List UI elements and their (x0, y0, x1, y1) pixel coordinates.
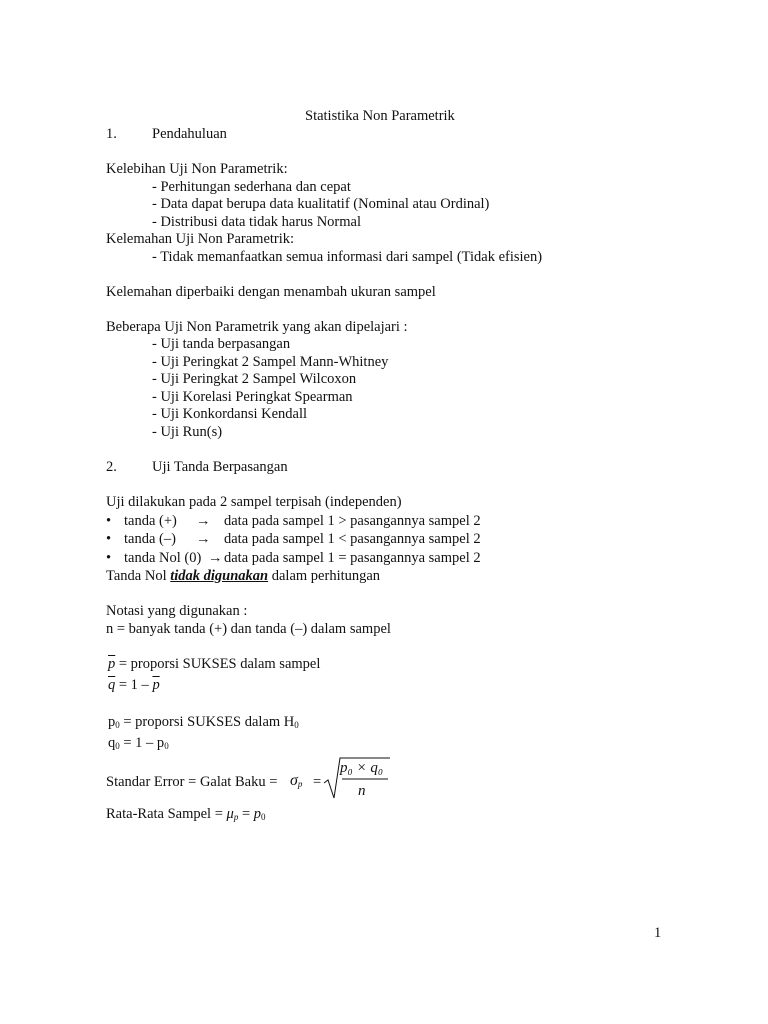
mean-label (106, 806, 266, 824)
section-heading: Pendahuluan (152, 126, 227, 142)
arrow-icon: → (196, 531, 211, 547)
section-number: 2. (106, 459, 117, 475)
mu-symbol: μ (226, 806, 234, 822)
q0-rhs-subscript: 0 (164, 741, 169, 751)
uji-list-heading: Beberapa Uji Non Parametrik yang akan dipelajari : (106, 319, 408, 335)
mu-subscript: p (233, 812, 239, 822)
fraction-numerator: p₀ × q₀ (340, 760, 384, 776)
fraction-denominator: n (358, 783, 366, 799)
p-bar-symbol: $\overline{p}$ (152, 677, 160, 693)
perbaikan-text: Kelemahan diperbaiki dengan menambah ukuran sampel (106, 284, 436, 300)
list-item: - Perhitungan sederhana dan cepat (152, 179, 351, 195)
list-item: - Uji Peringkat 2 Sampel Wilcoxon (152, 371, 357, 387)
notasi-heading: Notasi yang digunakan : (106, 603, 248, 619)
p0-subscript: 0 (115, 720, 120, 730)
sigma-symbol (290, 772, 302, 790)
list-item: - Uji Korelasi Peringkat Spearman (152, 389, 353, 405)
bullet-text: data pada sampel 1 > pasangannya sampel 2 (224, 513, 481, 529)
tanda-nol-line (106, 568, 380, 586)
q-bar-definition (108, 677, 160, 695)
p0-symbol: p (108, 714, 116, 730)
q-bar-symbol: $\overline{q}$ (108, 677, 116, 693)
arrow-icon: → (196, 513, 211, 529)
page-number: 1 (654, 925, 662, 941)
bullet-text: data pada sampel 1 < pasangannya sampel 2 (224, 531, 481, 547)
standard-error-label: Standar Error = Galat Baku = (106, 774, 278, 790)
q0-subscript: 0 (115, 741, 120, 751)
bullet-label: tanda Nol (0) (124, 550, 202, 566)
h0-subscript: 0 (294, 720, 299, 730)
q-bar-text: = 1 – (115, 677, 153, 693)
list-item: - Uji tanda berpasangan (152, 336, 291, 352)
bullet-icon: • (106, 513, 112, 529)
tanda-nol-suffix: dalam perhitungan (268, 568, 381, 584)
p-bar-definition (108, 656, 320, 674)
list-item: - Uji Run(s) (152, 424, 223, 440)
sigma-subscript: p (297, 779, 303, 789)
equals-sign: = (313, 774, 322, 790)
bullet-text: data pada sampel 1 = pasangannya sampel 2 (224, 550, 481, 566)
p-bar-text: = proporsi SUKSES dalam sampel (115, 656, 321, 672)
q0-text: = 1 – p (119, 735, 165, 751)
page-title: Statistika Non Parametrik (305, 108, 455, 124)
uji-intro: Uji dilakukan pada 2 sampel terpisah (independen) (106, 494, 402, 510)
list-item: - Tidak memanfaatkan semua informasi dari sampel (Tidak efisien) (152, 249, 543, 265)
bullet-icon: • (106, 531, 112, 547)
sigma-glyph: σ (290, 772, 298, 789)
section-number: 1. (106, 126, 117, 142)
bullet-icon: • (106, 550, 112, 566)
mean-label-text: Rata-Rata Sampel = (106, 806, 227, 822)
list-item: - Uji Peringkat 2 Sampel Mann-Whitney (152, 354, 389, 370)
p0-definition (108, 714, 299, 732)
list-item: - Uji Konkordansi Kendall (152, 406, 308, 422)
bullet-label: tanda (–) (124, 531, 176, 547)
q0-symbol: q (108, 735, 116, 751)
mean-equals: = (238, 806, 254, 822)
mean-p-symbol: p (253, 806, 261, 822)
p-bar-symbol: $\overline{p}$ (108, 656, 116, 672)
list-item: - Data dapat berupa data kualitatif (Nominal atau Ordinal) (152, 196, 490, 212)
list-item: - Distribusi data tidak harus Normal (152, 214, 361, 230)
bullet-label: tanda (+) (124, 513, 177, 529)
tanda-nol-highlight: tidak digunakan (170, 568, 269, 584)
kelemahan-heading: Kelemahan Uji Non Parametrik: (106, 231, 295, 247)
q0-definition (108, 735, 169, 753)
section-heading: Uji Tanda Berpasangan (152, 459, 288, 475)
kelebihan-heading: Kelebihan Uji Non Parametrik: (106, 161, 288, 177)
n-definition: n = banyak tanda (+) dan tanda (–) dalam sampel (106, 621, 391, 637)
arrow-icon: → (208, 550, 223, 566)
tanda-nol-prefix: Tanda Nol (106, 568, 171, 584)
p0-text: = proporsi SUKSES dalam H (119, 714, 295, 730)
mean-p-subscript: 0 (261, 812, 266, 822)
